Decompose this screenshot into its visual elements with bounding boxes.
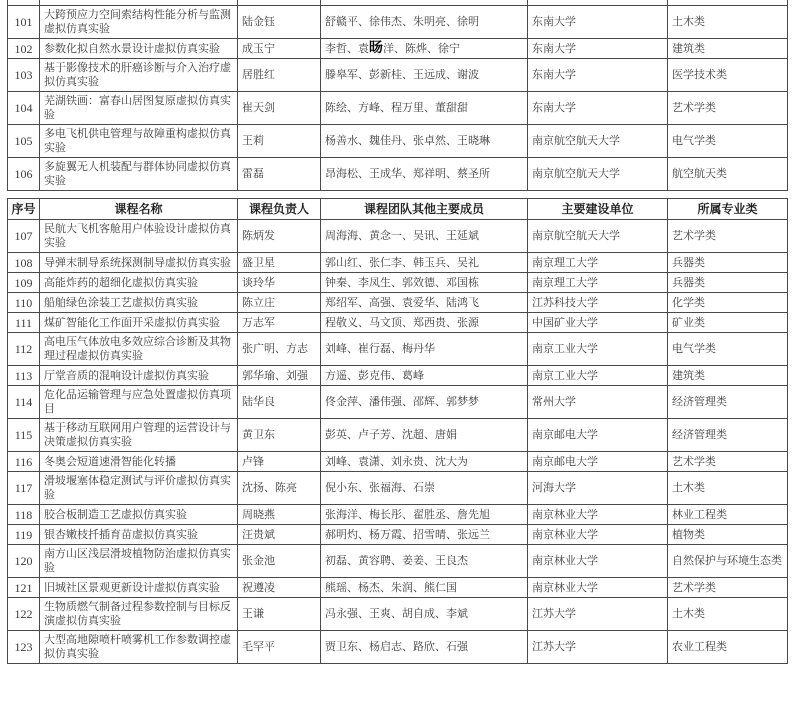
course-name: 冬奥会短道速滑智能化转播 <box>40 452 238 472</box>
header-serial-number: 序号 <box>8 199 40 220</box>
university: 南京航空航天大学 <box>528 125 668 158</box>
university: 南京林业大学 <box>528 545 668 578</box>
course-leader: 卢锋 <box>238 452 321 472</box>
row-number: 116 <box>8 452 40 472</box>
course-name: 胶合板制造工艺虚拟仿真实验 <box>40 505 238 525</box>
university: 南京航空航天大学 <box>528 220 668 253</box>
course-leader: 陈立庄 <box>238 293 321 313</box>
team-members: 熊瑶、杨杰、朱润、熊仁国 <box>321 578 528 598</box>
course-name: 民航大飞机客舱用户体验设计虚拟仿真实验 <box>40 220 238 253</box>
team-members: 佟金萍、潘伟强、邵辉、郭梦梦 <box>321 386 528 419</box>
table-row <box>8 525 788 545</box>
course-leader: 崔天剑 <box>238 92 321 125</box>
university: 南京邮电大学 <box>528 452 668 472</box>
category: 建筑类 <box>668 39 788 59</box>
university: 南京工业大学 <box>528 333 668 366</box>
row-number: 120 <box>8 545 40 578</box>
header-course-leader: 课程负责人 <box>238 199 321 220</box>
course-name: 生物质燃气制备过程参数控制与目标反演虚拟仿真实验 <box>40 598 238 631</box>
row-number: 111 <box>8 313 40 333</box>
table-row <box>8 92 788 125</box>
university: 南京理工大学 <box>528 253 668 273</box>
row-number: 112 <box>8 333 40 366</box>
header-university: 主要建设单位 <box>528 199 668 220</box>
table-row <box>8 386 788 419</box>
table-header-row <box>8 199 788 220</box>
course-name: 高能炸药的超细化虚拟仿真实验 <box>40 273 238 293</box>
university: 南京林业大学 <box>528 525 668 545</box>
category: 兵器类 <box>668 253 788 273</box>
category: 经济管理类 <box>668 419 788 452</box>
course-leader: 沈扬、陈亮 <box>238 472 321 505</box>
course-name: 导弹末制导系统探测制导虚拟仿真实验 <box>40 253 238 273</box>
course-name: 基于影像技术的肝癌诊断与介入治疗虚拟仿真实验 <box>40 59 238 92</box>
course-leader: 陈炳发 <box>238 220 321 253</box>
course-leader: 陆金钰 <box>238 6 321 39</box>
university: 江苏大学 <box>528 598 668 631</box>
row-number: 105 <box>8 125 40 158</box>
table-row <box>8 39 788 59</box>
row-number: 113 <box>8 366 40 386</box>
category: 土木类 <box>668 6 788 39</box>
course-leader: 毛罕平 <box>238 631 321 664</box>
university: 南京林业大学 <box>528 578 668 598</box>
row-number: 115 <box>8 419 40 452</box>
university: 江苏科技大学 <box>528 293 668 313</box>
university: 东南大学 <box>528 92 668 125</box>
row-number: 122 <box>8 598 40 631</box>
table-row <box>8 313 788 333</box>
university: 东南大学 <box>528 39 668 59</box>
course-leader: 雷磊 <box>238 158 321 191</box>
category: 艺术学类 <box>668 220 788 253</box>
header-course-name: 课程名称 <box>40 199 238 220</box>
team-members: 初磊、黄容聘、姜姜、王良杰 <box>321 545 528 578</box>
category: 矿业类 <box>668 313 788 333</box>
course-leader: 陆华良 <box>238 386 321 419</box>
table-row <box>8 472 788 505</box>
table-row <box>8 366 788 386</box>
row-number: 107 <box>8 220 40 253</box>
row-number: 106 <box>8 158 40 191</box>
table-row <box>8 220 788 253</box>
course-leader: 居胜红 <box>238 59 321 92</box>
row-number: 104 <box>8 92 40 125</box>
university: 南京航空航天大学 <box>528 158 668 191</box>
university: 江苏大学 <box>528 631 668 664</box>
row-number: 123 <box>8 631 40 664</box>
course-name: 基于移动互联网用户管理的运营设计与决策虚拟仿真实验 <box>40 419 238 452</box>
course-name: 芜湖铁画：富春山居图复原虚拟仿真实验 <box>40 92 238 125</box>
course-leader: 周晓燕 <box>238 505 321 525</box>
category: 兵器类 <box>668 273 788 293</box>
category: 医学技术类 <box>668 59 788 92</box>
table-row <box>8 545 788 578</box>
table-row <box>8 158 788 191</box>
fallback-glyph: 旸 <box>369 40 383 56</box>
category: 自然保护与环境生态类 <box>668 545 788 578</box>
header-category: 所属专业类 <box>668 199 788 220</box>
category: 电气学类 <box>668 333 788 366</box>
team-members: 陈绘、方峰、程万里、董甜甜 <box>321 92 528 125</box>
category: 林业工程类 <box>668 505 788 525</box>
row-number: 117 <box>8 472 40 505</box>
category: 经济管理类 <box>668 386 788 419</box>
row-number: 102 <box>8 39 40 59</box>
course-name: 多电飞机供电管理与故障重构虚拟仿真实验 <box>40 125 238 158</box>
university: 南京理工大学 <box>528 273 668 293</box>
table-row <box>8 505 788 525</box>
course-table-continued <box>7 0 788 191</box>
row-number: 108 <box>8 253 40 273</box>
team-members: 彭英、卢子芳、沈超、唐娟 <box>321 419 528 452</box>
team-members: 舒赣平、徐伟杰、朱明亮、徐明 <box>321 6 528 39</box>
table-row <box>8 293 788 313</box>
table-row <box>8 452 788 472</box>
course-leader: 谈玲华 <box>238 273 321 293</box>
team-members: 郝明灼、杨万霞、招雪晴、张远兰 <box>321 525 528 545</box>
course-name: 高电压气体放电多效应综合诊断及其物理过程虚拟仿真实验 <box>40 333 238 366</box>
category: 艺术学类 <box>668 578 788 598</box>
team-members: 杨善水、魏佳丹、张卓然、王晓琳 <box>321 125 528 158</box>
course-name: 多旋翼无人机装配与群体协同虚拟仿真实验 <box>40 158 238 191</box>
header-team-members: 课程团队其他主要成员 <box>321 199 528 220</box>
team-members: 刘峰、崔行磊、梅丹华 <box>321 333 528 366</box>
course-leader: 祝遵凌 <box>238 578 321 598</box>
category: 土木类 <box>668 598 788 631</box>
course-name: 参数化拟自然水景设计虚拟仿真实验 <box>40 39 238 59</box>
course-name: 滑坡堰塞体稳定测试与评价虚拟仿真实验 <box>40 472 238 505</box>
table-row <box>8 59 788 92</box>
table-row <box>8 273 788 293</box>
table-row <box>8 578 788 598</box>
course-leader: 王谦 <box>238 598 321 631</box>
team-members: 昂海松、王成华、郑祥明、蔡圣所 <box>321 158 528 191</box>
course-name: 大跨预应力空间索结构性能分析与监测虚拟仿真实验 <box>40 6 238 39</box>
course-name: 大型高地隙喷杆喷雾机工作参数调控虚拟仿真实验 <box>40 631 238 664</box>
row-number: 118 <box>8 505 40 525</box>
table-row <box>8 125 788 158</box>
row-number: 121 <box>8 578 40 598</box>
team-members: 方遥、彭克伟、葛峰 <box>321 366 528 386</box>
team-members: 程敬义、马文顶、郑西贵、张源 <box>321 313 528 333</box>
category: 农业工程类 <box>668 631 788 664</box>
row-number: 103 <box>8 59 40 92</box>
team-members: 贾卫东、杨启志、路欣、石强 <box>321 631 528 664</box>
course-leader: 黄卫东 <box>238 419 321 452</box>
team-members: 张海洋、梅长彤、翟胜丞、詹先旭 <box>321 505 528 525</box>
course-table-main <box>7 198 788 664</box>
course-name: 旧城社区景观更新设计虚拟仿真实验 <box>40 578 238 598</box>
row-number: 101 <box>8 6 40 39</box>
category: 土木类 <box>668 472 788 505</box>
row-number: 119 <box>8 525 40 545</box>
university: 南京工业大学 <box>528 366 668 386</box>
table-row <box>8 598 788 631</box>
category: 化学类 <box>668 293 788 313</box>
course-leader: 盛卫星 <box>238 253 321 273</box>
university: 东南大学 <box>528 59 668 92</box>
university: 中国矿业大学 <box>528 313 668 333</box>
row-number: 109 <box>8 273 40 293</box>
team-members: 滕皋军、彭新桂、王远成、谢波 <box>321 59 528 92</box>
university: 东南大学 <box>528 6 668 39</box>
team-members: 李哲、袁旸洋、陈烨、徐宁 <box>321 39 528 59</box>
course-name: 厅堂音质的混响设计虚拟仿真实验 <box>40 366 238 386</box>
course-name: 船舶绿色涂装工艺虚拟仿真实验 <box>40 293 238 313</box>
team-members: 钟秦、李凤生、郭效德、邓国栋 <box>321 273 528 293</box>
category: 电气学类 <box>668 125 788 158</box>
table-row <box>8 6 788 39</box>
course-leader: 万志军 <box>238 313 321 333</box>
row-number: 114 <box>8 386 40 419</box>
table-row <box>8 631 788 664</box>
team-members: 刘峰、袁潇、刘永贵、沈大为 <box>321 452 528 472</box>
team-members: 郭山红、张仁李、韩玉兵、吴礼 <box>321 253 528 273</box>
course-leader: 张金池 <box>238 545 321 578</box>
category: 植物类 <box>668 525 788 545</box>
university: 南京邮电大学 <box>528 419 668 452</box>
course-leader: 郭华瑜、刘强 <box>238 366 321 386</box>
category: 航空航天类 <box>668 158 788 191</box>
team-members: 郑绍军、高强、袁爱华、陆鸿飞 <box>321 293 528 313</box>
table-row <box>8 333 788 366</box>
category: 艺术学类 <box>668 452 788 472</box>
course-leader: 汪贵斌 <box>238 525 321 545</box>
course-leader: 张广明、方志 <box>238 333 321 366</box>
course-leader: 王莉 <box>238 125 321 158</box>
table-row <box>8 419 788 452</box>
course-name: 煤矿智能化工作面开采虚拟仿真实验 <box>40 313 238 333</box>
university: 南京林业大学 <box>528 505 668 525</box>
category: 艺术学类 <box>668 92 788 125</box>
course-name: 银杏嫩枝扦插育苗虚拟仿真实验 <box>40 525 238 545</box>
course-name: 危化品运输管理与应急处置虚拟仿真项目 <box>40 386 238 419</box>
course-leader: 成玉宁 <box>238 39 321 59</box>
team-members: 周海海、黄念一、吴讯、王延斌 <box>321 220 528 253</box>
row-number: 110 <box>8 293 40 313</box>
team-members: 冯永强、王爽、胡自成、李斌 <box>321 598 528 631</box>
university: 常州大学 <box>528 386 668 419</box>
course-name: 南方山区浅层滑坡植物防治虚拟仿真实验 <box>40 545 238 578</box>
category: 建筑类 <box>668 366 788 386</box>
university: 河海大学 <box>528 472 668 505</box>
table-row <box>8 253 788 273</box>
team-members: 倪小东、张福海、石崇 <box>321 472 528 505</box>
